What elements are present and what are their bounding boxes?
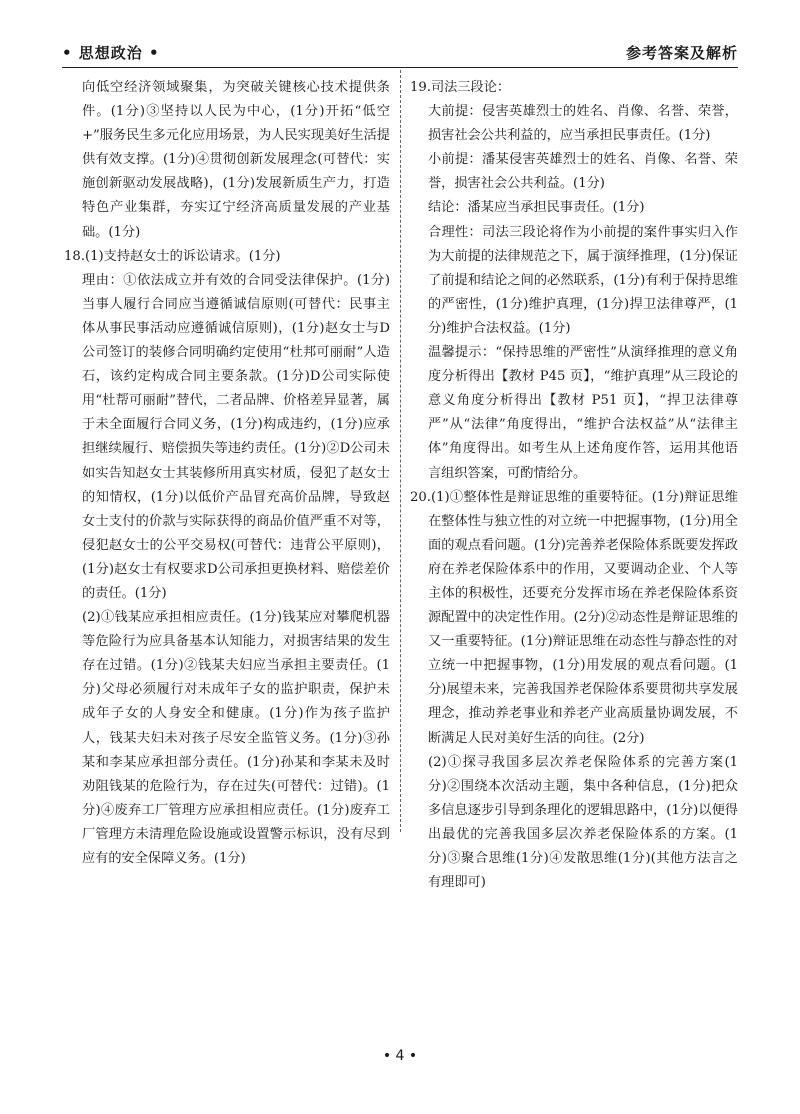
answer-19-conclusion: 结论：潘某应当承担民事责任。(1分) <box>428 200 645 216</box>
answer-20-part-2: (2)①探寻我国多层次养老保险体系的完善方案(1分)②围绕本次活动主题，集中各种信息，(1分)把众多信息逐步引导到条理化的逻辑思路中，(1分)以便得出最优的完善我国多层次养老保险体系的方案。(1分)③聚合思维(1分)④发散思维(1分)(其他方法言之有理即可) <box>428 754 738 891</box>
answer-18-part-1-reason: 理由：①依法成立并有效的合同受法律保护。(1分)当事人履行合同应当遵循诚信原则(可替代：民事主体从事民事活动应遵循诚信原则)，(1分)赵女士与D公司签订的装修合同明确约定使用“杜邦可丽耐”人造石，该约定构成合同主要条款。(1分)D公司实际使用“杜帮可丽耐”替代，二者品牌、价格差异显著，属于未全面履行合同义务，(1分)构成违约，(1分)应承担继续履行、赔偿损失等违约责任。(1分)②D公司未如实告知赵女士其装修所用真实材质，侵犯了赵女士的知情权，(1分)以低价产品冒充高价品牌，导致赵女士支付的价款与实际获得的商品价值严重不对等，侵犯赵女士的公平交易权(可替代：违背公平原则)，(1分)赵女士有权要求D公司承担更换材料、赔偿差价的责任。(1分) <box>82 272 390 601</box>
answer-19-tip: 温馨提示：“保持思维的严密性”从演绎推理的意义角度分析得出【教材 P45 页】，“维护真理”从三段论的意义角度分析得出【教材 P51 页】，“捍卫法律尊严”从“法律”角度得出，“维护合法权益”从“法律主体”角度得出。如考生从上述角度作答，运用其他语言组织答案，可酌情给分。 <box>428 345 738 481</box>
answer-18-part-2: (2)①钱某应承担相应责任。(1分)钱某应对攀爬机器等危险行为应具备基本认知能力，对损害结果的发生存在过错。(1分)②钱某夫妇应当承担主要责任。(1分)父母必须履行对未成年子女的监护职责，保护未成年子女的人身安全和健康。(1分)作为孩子监护人，钱某夫妇未对孩子尽安全监管义务。(1分)③孙某和李某应承担部分责任。(1分)孙某和李某未及时劝阻钱某的危险行为，存在过失(可替代：过错)。(1分)④废弃工厂管理方应承担相应责任。(1分)废弃工厂管理方未清理危险设施或设置警示标识，没有尽到应有的安全保障义务。(1分) <box>82 610 390 866</box>
page-number: • 4 • <box>382 1048 418 1064</box>
section-title: 参考答案及解析 <box>625 44 738 62</box>
answer-19-heading: 19.司法三段论： <box>410 80 511 95</box>
subject-title: • 思想政治 • <box>62 44 160 62</box>
answer-19-minor-premise: 小前提：潘某侵害英雄烈士的姓名、肖像、名誉、荣誉，损害社会公共利益。(1分) <box>428 152 738 192</box>
answer-17-continuation: 向低空经济领域聚集，为突破关键核心技术提供条件。(1分)③坚持以人民为中心，(1分)开拓“低空+”服务民生多元化应用场景，为人民实现美好生活提供有效支撑。(1分)④贯彻创新发展理念(可替代：实施创新驱动发展战略)，(1分)发展新质生产力，打造特色产业集群，夯实辽宁经济高质量发展的产业基础。(1分) <box>82 80 390 240</box>
answer-20-part-1: 20.(1)①整体性是辩证思维的重要特征。(1分)辩证思维在整体性与独立性的对立统一中把握事物，(1分)用全面的观点看问题。(1分)完善养老保险体系既要发挥政府在养老保险体系中的作用，又要调动企业、个人等主体的积极性，还要充分发挥市场在养老保险体系资源配置中的决定性作用。(2分)②动态性是辩证思维的又一重要特征。(1分)辩证思维在动态性与静态性的对立统一中把握事物，(1分)用发展的观点看问题。(1分)展望未来，完善我国养老保险体系要贯彻共享发展理念，推动养老事业和养老产业高质量协调发展，不断满足人民对美好生活的向往。(2分) <box>410 489 738 746</box>
answer-19-major-premise: 大前提：侵害英雄烈士的姓名、肖像、名誉、荣誉，损害社会公共利益的，应当承担民事责任。(1分) <box>428 104 738 144</box>
page-header <box>62 42 738 66</box>
answer-18-part-1-heading: 18.(1)支持赵女士的诉讼请求。(1分) <box>64 248 281 264</box>
answer-19-rationale: 合理性：司法三段论将作为小前提的案件事实归入作为大前提的法律规范之下，属于演绎推理，(1分)保证了前提和结论之间的必然联系，(1分)有利于保持思维的严密性，(1分)维护真理，(1分)捍卫法律尊严，(1分)维护合法权益。(1分) <box>428 224 738 336</box>
column-divider <box>400 70 401 832</box>
right-column <box>410 76 738 895</box>
header-rule <box>62 67 738 68</box>
left-column <box>64 76 390 871</box>
